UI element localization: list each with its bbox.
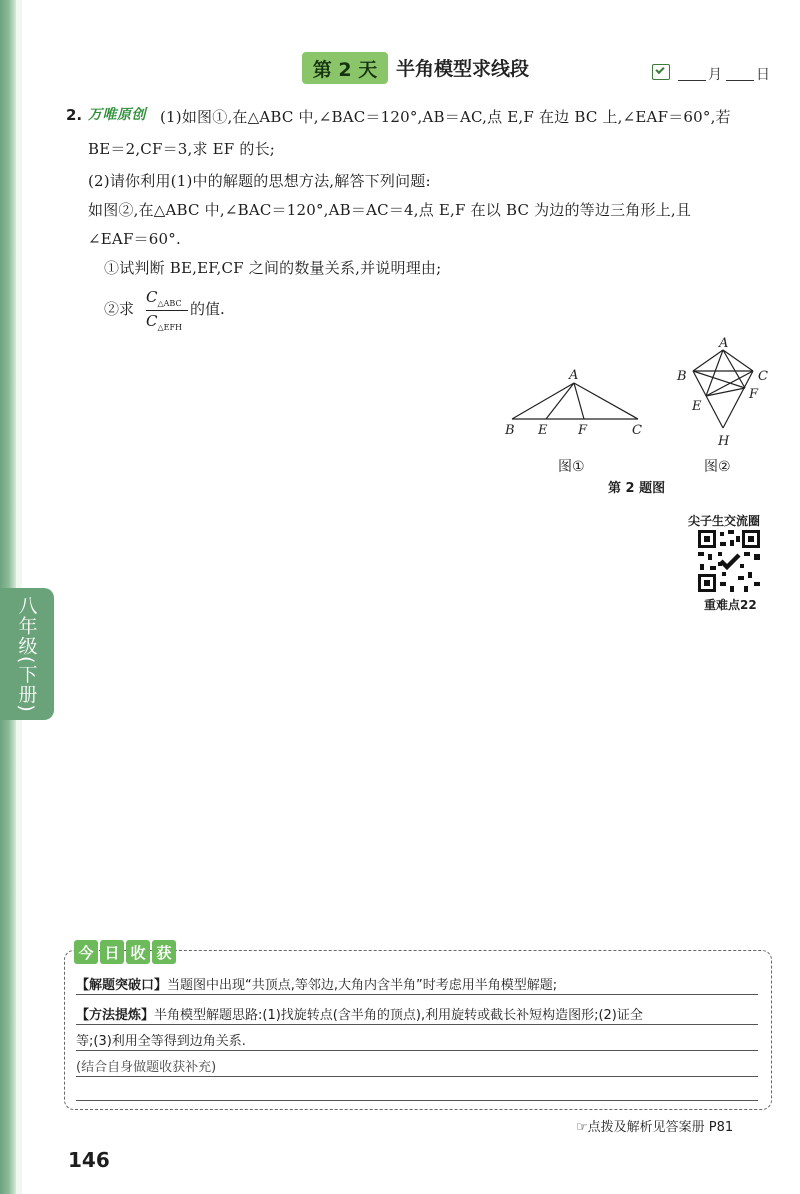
fig2-point-a: A	[719, 336, 729, 351]
harvest-rule	[76, 1076, 758, 1077]
question-line-2: BE＝2,CF＝3,求 EF 的长;	[88, 140, 276, 158]
geometry-figures	[0, 0, 800, 500]
question-line-1: (1)如图①,在△ABC 中,∠BAC＝120°,AB＝AC,点 E,F 在边 BC 上,∠EAF＝60°,若	[160, 108, 731, 126]
fraction-numerator: $C_{\triangle ABC}$	[146, 288, 182, 308]
harvest-line-3: 等;(3)利用全等得到边角关系.	[76, 1034, 246, 1049]
fig1-point-c: C	[632, 423, 642, 438]
harvest-rule	[76, 1050, 758, 1051]
figure-2-caption: 图②	[704, 459, 731, 475]
qr-subtitle: 重难点22	[704, 598, 757, 612]
harvest-line-2: 【方法提炼】半角模型解题思路:(1)找旋转点(含半角的顶点),利用旋转或截长补短构造图形;(2)证全	[76, 1008, 643, 1023]
fig1-point-e: E	[538, 423, 548, 438]
harvest-char: 收	[126, 940, 150, 964]
question-line-3: (2)请你利用(1)中的解题的思想方法,解答下列问题:	[88, 172, 431, 190]
harvest-char: 日	[100, 940, 124, 964]
harvest-char: 今	[74, 940, 98, 964]
harvest-rule	[76, 1100, 758, 1101]
page-title: 半角模型求线段	[396, 58, 530, 80]
today-harvest-heading	[74, 940, 176, 964]
fig2-point-b: B	[677, 369, 687, 384]
sub-question-2-suffix: 的值.	[190, 300, 225, 318]
fig2-point-h: H	[718, 434, 730, 449]
qr-code-icon[interactable]	[696, 528, 762, 594]
harvest-line-4: (结合自身做题收获补充)	[76, 1060, 217, 1075]
fig2-point-f: F	[749, 387, 759, 402]
question-number: 2.	[66, 106, 83, 124]
figure-2-diagram	[693, 350, 753, 428]
question-line-4: 如图②,在△ABC 中,∠BAC＝120°,AB＝AC＝4,点 E,F 在以 BC 为边的等边三角形上,且	[88, 201, 692, 219]
harvest-rule	[76, 994, 758, 995]
fig1-point-b: B	[505, 423, 515, 438]
fig1-point-a: A	[569, 368, 579, 383]
fraction-denominator: $C_{\triangle EFH}$	[146, 312, 183, 332]
qr-label: 尖子生交流圈	[688, 514, 761, 528]
harvest-rule	[76, 1024, 758, 1025]
sub-question-2-prefix: ②求	[104, 300, 135, 318]
fig1-point-f: F	[578, 423, 588, 438]
page-number: 146	[68, 1148, 110, 1172]
sub-question-1: ①试判断 BE,EF,CF 之间的数量关系,并说明理由;	[104, 259, 442, 277]
figure-title: 第 2 题图	[608, 481, 666, 496]
harvest-line-1: 【解题突破口】当题图中出现“共顶点,等邻边,大角内含半角”时考虑用半角模型解题;	[76, 978, 558, 993]
question-line-5: ∠EAF＝60°.	[88, 230, 181, 248]
grade-side-tab-label: 八年级(下册)	[15, 595, 38, 713]
harvest-char: 获	[152, 940, 176, 964]
figure-1-caption: 图①	[558, 459, 585, 475]
question-source-tag: 万唯原创	[88, 107, 146, 123]
day-label: 第 2 天	[302, 52, 388, 84]
fig2-point-c: C	[758, 369, 768, 384]
grade-side-tab	[0, 588, 54, 720]
figure-1-diagram	[512, 383, 638, 419]
day-label-char: 日	[756, 67, 770, 83]
month-label: 月	[708, 67, 722, 83]
fig2-point-e: E	[692, 399, 702, 414]
answer-reference: ☞点拨及解析见答案册 P81	[576, 1120, 734, 1135]
